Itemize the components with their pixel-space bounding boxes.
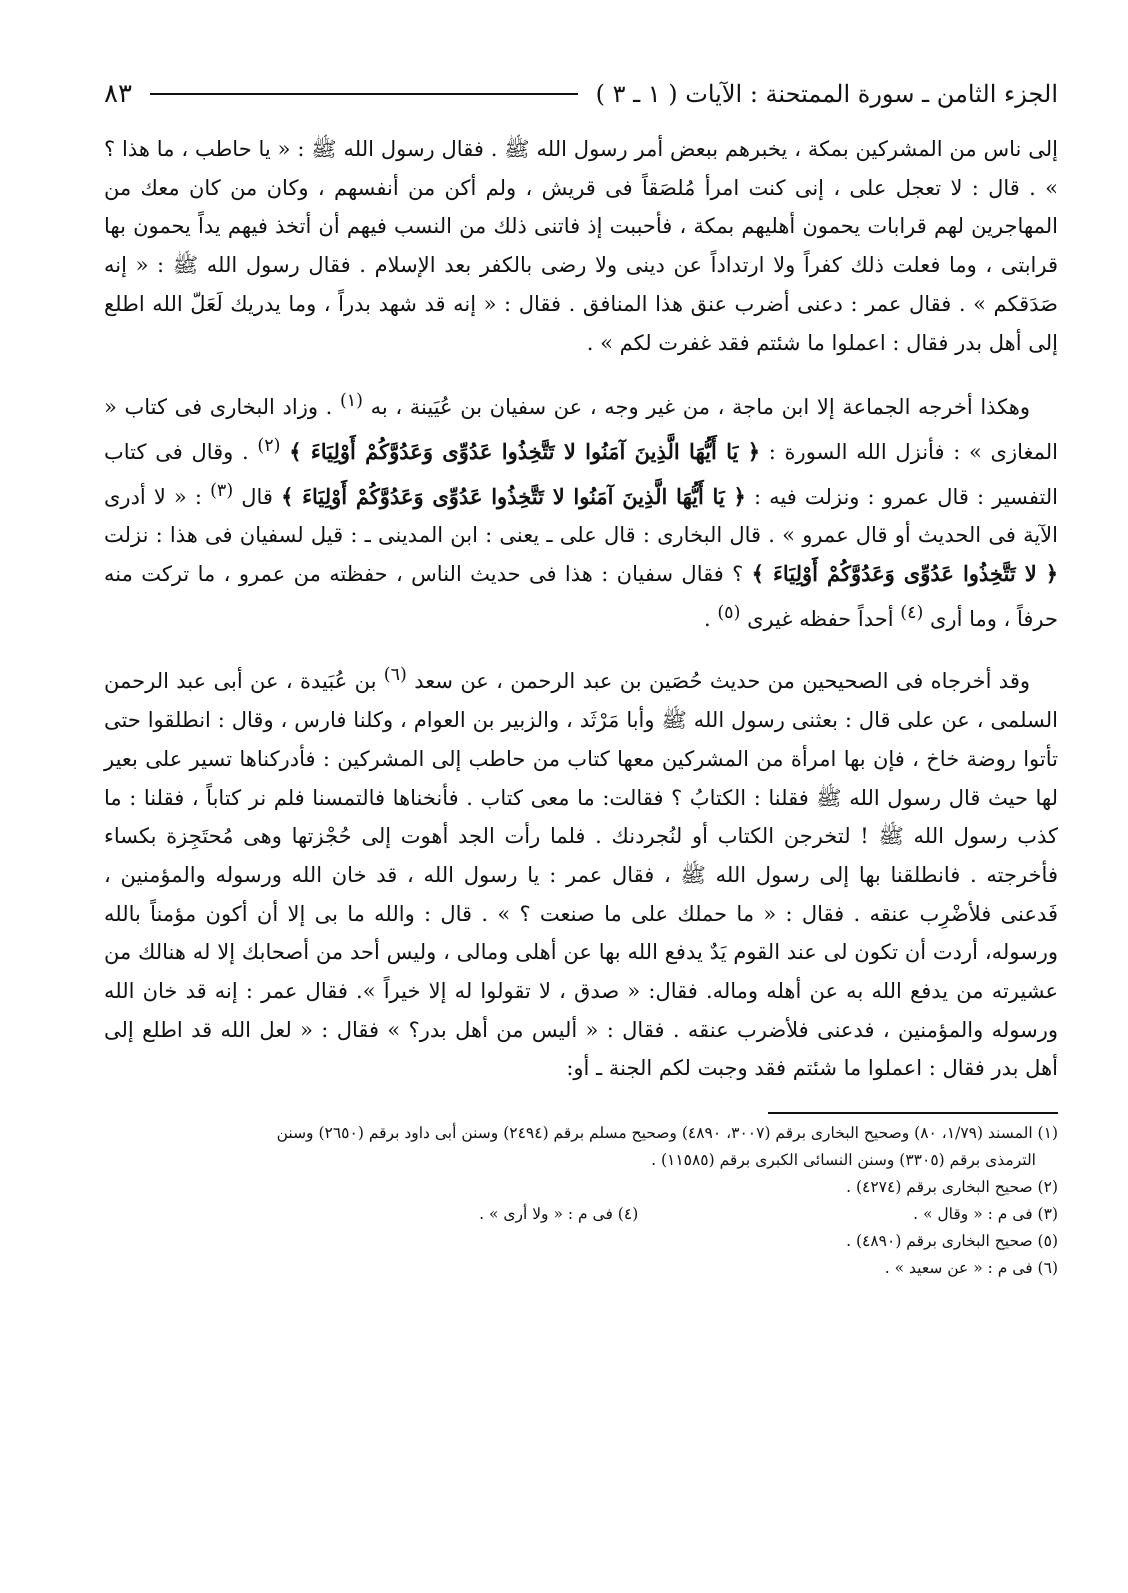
footnote-row-3-4 xyxy=(104,1201,1058,1228)
p2-text-f: ؟ فقال سفيان : هذا فى حديث الناس ، حفظته من عمرو ، ما تركت منه حرفاً ، وما أرى xyxy=(104,562,1058,631)
footnote-1-continued: الترمذى برقم (٣٣٠٥) وسنن النسائى الكبرى برقم (١١٥٨٥) . xyxy=(651,1151,1036,1170)
p3-text-a: وقد أخرجاه فى الصحيحين من حديث حُصَين بن عبد الرحمن ، عن سعد xyxy=(414,669,1031,694)
chapter-title: الجزء الثامن ـ سورة الممتحنة : الآيات ( ١ ـ ٣ ) xyxy=(595,80,1058,108)
footnote-6: (٦) فى م : « عن سعيد » . xyxy=(884,1259,1058,1278)
p2-text-a: وهكذا أخرجه الجماعة إلا ابن ماجة ، من غير وجه ، عن سفيان بن عُيَينة ، به xyxy=(370,395,1030,420)
quran-verse-3: ﴿ لا تَتَّخِذُوا عَدُوِّى وَعَدُوَّكُمْ أَوْلِيَاءَ ﴾ xyxy=(751,561,1058,587)
footnote-ref-5: (٥) xyxy=(717,602,741,623)
footnote-5: (٥) صحيح البخارى برقم (٤٨٩٠) . xyxy=(846,1232,1058,1251)
footnote-ref-3: (٣) xyxy=(210,480,234,501)
header-rule xyxy=(150,93,578,95)
paragraph-3 xyxy=(104,656,1058,1088)
footnote-ref-6: (٦) xyxy=(383,665,407,686)
footnote-ref-4: (٤) xyxy=(900,602,924,623)
footnote-2: (٢) صحيح البخارى برقم (٤٢٧٤) . xyxy=(846,1178,1058,1197)
footnote-4: (٤) فى م : « ولا أرى » . xyxy=(479,1205,639,1224)
footnote-rule xyxy=(768,1112,1058,1114)
p2-text-b: . وزاد البخارى فى كتاب « المغازى » : فأنزل الله السورة : xyxy=(104,395,1059,464)
running-header xyxy=(104,70,1058,118)
footnote-ref-2: (٢) xyxy=(257,435,281,456)
quran-verse-2: ﴿ يَا أَيُّهَا الَّذِينَ آمَنُوا لا تَتَّخِذُوا عَدُوِّى وَعَدُوَّكُمْ أَوْلِيَاءَ ﴾ xyxy=(281,483,746,509)
p2-text-g: أحداً حفظه غيرى xyxy=(747,606,894,631)
p2-text-d: قال xyxy=(241,484,273,509)
footnote-1: (١) المسند (١/٧٩، ٨٠) وصحيح البخارى برقم (٣٠٠٧، ٤٨٩٠) وصحيح مسلم برقم (٢٤٩٤) وسنن أبى داود برقم (٢٦٥٠) وسنن xyxy=(276,1124,1058,1143)
footnote-ref-1: (١) xyxy=(339,391,363,412)
p2-text-h: . xyxy=(703,606,711,631)
paragraph-1: إلى ناس من المشركين بمكة ، يخبرهم ببعض أمر رسول الله ﷺ . فقال رسول الله ﷺ : « يا حاطب ، ما هذا ؟ » . قال : لا تعجل على ، إنى كنت امرأ مُلصَقاً فى قريش ، ولم أكن من أنفسهم ، وكان من كان معك من المهاجرين لهم قرابات يحمون أهليهم بمكة ، فأحببت إذ فاتنى ذلك من النسب فيهم أن أتخذ فيهم يداً يحمون بها قرابتى ، وما فعلت ذلك كفراً ولا ارتداداً عن دينى ولا رضى بالكفر بعد الإسلام . فقال رسول الله ﷺ : « إنه صَدَقكم » . فقال عمر : دعنى أضرب عنق هذا المنافق . فقال : « إنه قد شهد بدراً ، وما يدريك لَعَلّ الله اطلع إلى أهل بدر فقال : اعملوا ما شئتم فقد غفرت لكم » . xyxy=(104,137,1058,355)
p3-text-b: بن عُبَيدة ، عن أبى عبد الرحمن السلمى ، عن على قال : بعثنى رسول الله ﷺ وأبا مَرْثَد ، والزبير بن العوام ، وكلنا فارس ، وقال : انطلقوا حتى تأتوا روضة خاخ ، فإن بها امرأة من المشركين معها كتاب من حاطب إلى المشركين : فأدركناها تسير على بعير لها حيث قال رسول الله ﷺ فقلنا : الكتابُ ؟ فقالت: ما معى كتاب . فأنخناها فالتمسنا فلم نر كتاباً ، فقلنا : ما كذب رسول الله ﷺ ! لتخرجن الكتاب أو لنُجردنك . فلما رأت الجد أهوت إلى حُجْزتها وهى مُحتَجِزة بكساء فأخرجته . فانطلقنا بها إلى رسول الله ﷺ ، فقال عمر : يا رسول الله ، قد خان الله ورسوله والمؤمنين ، فَدعنى فلأضْرِب عنقه . فقال : « ما حملك على ما صنعت ؟ » . قال : والله ما بى إلا أن أكون مؤمناً بالله ورسوله، أردت أن تكون لى عند القوم يَدٌ يدفع الله بها عن أهلى ومالى ، وليس أحد من أصحابك إلا له هنالك من عشيرته من يدفع الله به عن أهله وماله. فقال: « صدق ، لا تقولوا له إلا خيراً ». فقال عمر : إنه قد خان الله ورسوله والمؤمنين ، فدعنى فلأضرب عنقه . فقال : « أليس من أهل بدر؟ » فقال : « لعل الله قد اطلع إلى أهل بدر فقال : اعملوا ما شئتم فقد وجبت لكم الجنة ـ أو: xyxy=(104,669,1058,1081)
footnotes xyxy=(104,1120,1058,1282)
p2-text-e: : « لا أدرى الآية فى الحديث أو قال عمرو » . قال البخارى : قال على ـ يعنى : ابن المدينى ـ : قيل لسفيان فى هذا : نزلت xyxy=(104,484,1058,548)
footnote-3: (٣) فى م : « وقال » . xyxy=(913,1205,1058,1224)
page-number: ٨٣ xyxy=(104,79,132,109)
quran-verse-1: ﴿ يَا أَيُّهَا الَّذِينَ آمَنُوا لا تَتَّخِذُوا عَدُوِّى وَعَدُوَّكُمْ أَوْلِيَاءَ ﴾ xyxy=(289,438,761,464)
paragraph-2 xyxy=(104,382,1058,638)
p2-text-c: . وقال فى كتاب التفسير : قال عمرو : ونزلت فيه : xyxy=(104,439,1059,509)
